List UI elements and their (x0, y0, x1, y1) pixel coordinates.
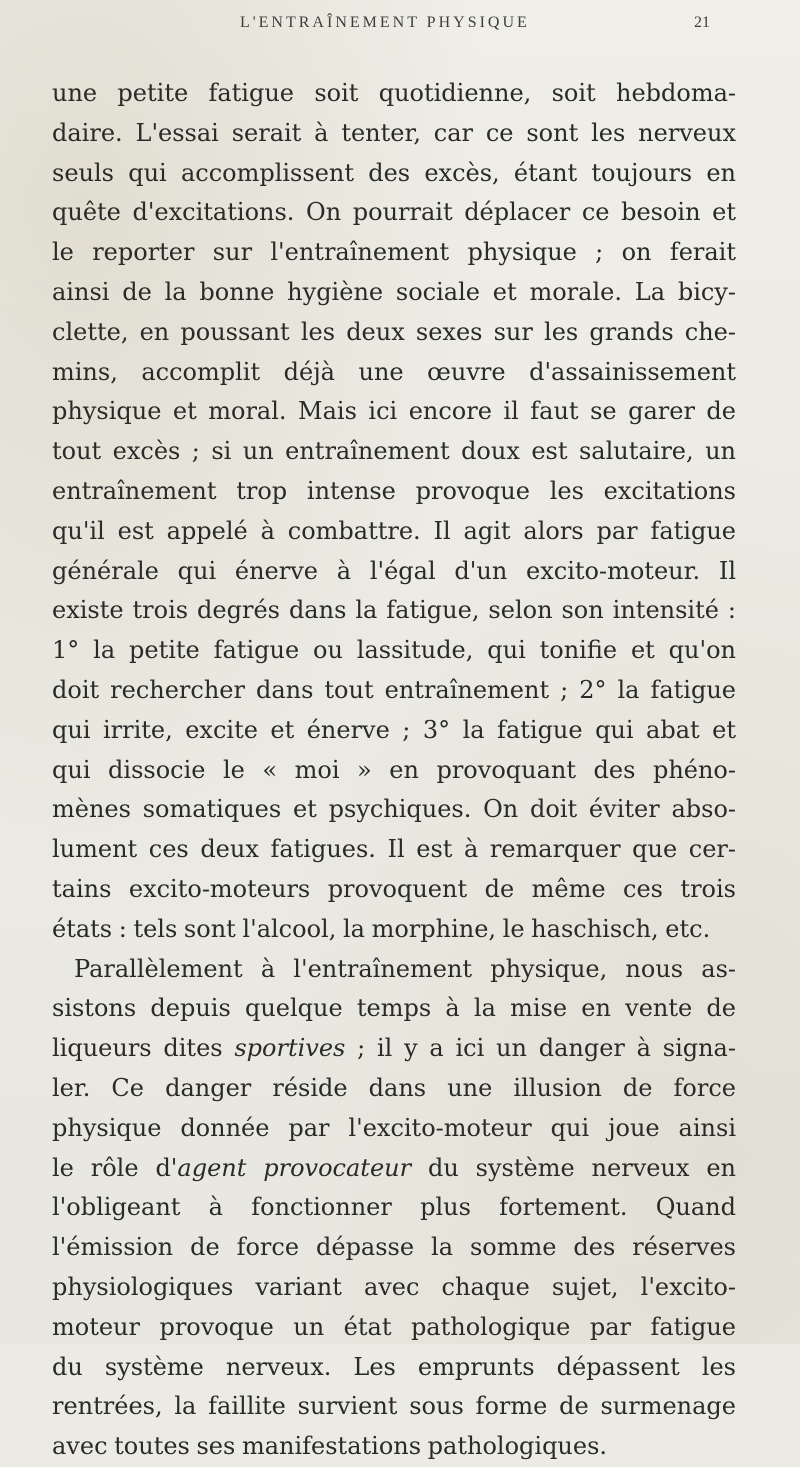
text-segment: qui irrite, excite et énerve ; 3° la fatigue qui abat et (52, 715, 736, 744)
text-segment: sistons depuis quelque temps à la mise en vente de (52, 994, 736, 1023)
text-line (52, 591, 736, 631)
text-segment: du système nerveux. Les emprunts dépassent les (52, 1352, 736, 1381)
running-head-title: L'ENTRAÎNEMENT PHYSIQUE (240, 14, 530, 31)
text-line (52, 1308, 736, 1348)
text-line (52, 790, 736, 830)
text-segment: qu'il est appelé à combattre. Il agit alors par fatigue (52, 516, 736, 545)
text-line (52, 392, 736, 432)
text-segment: une petite fatigue soit quotidienne, soit hebdoma- (52, 79, 736, 107)
text-segment: rentrées, la faillite survient sous forme de surmenage (52, 1392, 736, 1421)
text-segment: ler. Ce danger réside dans une illusion de force (52, 1073, 736, 1102)
text-segment: ainsi de la bonne hygiène sociale et morale. La bicy- (52, 277, 736, 306)
text-segment: quête d'excitations. On pourrait déplacer ce besoin et (52, 198, 736, 227)
text-segment: seuls qui accomplissent des excès, étant toujours en (52, 158, 736, 187)
text-line (52, 1228, 736, 1268)
text-segment: tout excès ; si un entraînement doux est salutaire, un (52, 437, 736, 466)
text-segment: existe trois degrés dans la fatigue, selon son intensité : (52, 596, 736, 625)
text-segment: lument ces deux fatigues. Il est à remarquer que cer- (52, 835, 736, 864)
text-line (52, 1149, 736, 1189)
text-line (52, 1029, 736, 1069)
text-segment: l'obligeant à fonctionner plus fortement. Quand (52, 1193, 736, 1222)
text-segment: le rôle d' (52, 1153, 178, 1182)
page-number: 21 (694, 14, 710, 31)
text-segment: physique donnée par l'excito-moteur qui joue ainsi (52, 1113, 736, 1142)
italic-text: agent provocateur (177, 1153, 412, 1182)
text-segment: mènes somatiques et psychiques. On doit éviter abso- (52, 795, 736, 824)
text-line (52, 1427, 736, 1467)
text-segment: qui dissocie le « moi » en provoquant des phéno- (52, 755, 736, 784)
text-line (52, 711, 736, 751)
text-line (52, 512, 736, 552)
text-line (52, 353, 736, 393)
text-segment: daire. L'essai serait à tenter, car ce sont les nerveux (52, 118, 736, 147)
text-line (52, 552, 736, 592)
text-line (52, 950, 736, 990)
text-segment: liqueurs dites (52, 1034, 235, 1063)
text-line (52, 114, 736, 154)
text-line (52, 671, 736, 711)
text-segment: doit rechercher dans tout entraînement ; 2° la fatigue (52, 675, 736, 704)
text-segment: physiologiques variant avec chaque sujet, l'excito- (52, 1272, 736, 1301)
text-line (52, 154, 736, 194)
italic-text: sportives (234, 1034, 346, 1063)
text-segment: avec toutes ses manifestations pathologiques. (52, 1432, 608, 1461)
text-line (52, 432, 736, 472)
text-line (52, 870, 736, 910)
text-segment: mins, accomplit déjà une œuvre d'assainissement (52, 357, 736, 386)
text-segment: physique et moral. Mais ici encore il faut se garer de (52, 397, 736, 426)
text-line (52, 193, 736, 233)
text-line (52, 233, 736, 273)
text-segment: moteur provoque un état pathologique par fatigue (52, 1312, 736, 1341)
text-line (52, 472, 736, 512)
text-line (52, 313, 736, 353)
text-line (52, 989, 736, 1029)
text-segment: l'émission de force dépasse la somme des réserves (52, 1233, 736, 1262)
text-line (52, 273, 736, 313)
text-line (52, 631, 736, 671)
text-line (52, 1069, 736, 1109)
text-segment: du système nerveux en (411, 1153, 736, 1182)
text-segment: clette, en poussant les deux sexes sur les grands che- (52, 317, 736, 346)
text-segment: générale qui énerve à l'égal d'un excito-moteur. Il (52, 556, 736, 585)
text-segment: 1° la petite fatigue ou lassitude, qui tonifie et qu'on (52, 636, 736, 665)
text-segment: entraînement trop intense provoque les excitations (52, 476, 736, 505)
text-line (52, 74, 736, 114)
text-segment: états : tels sont l'alcool, la morphine, le haschisch, etc. (52, 914, 711, 943)
text-segment: tains excito-moteurs provoquent de même ces trois (52, 874, 736, 903)
text-line (52, 1348, 736, 1388)
text-segment: Parallèlement à l'entraînement physique, nous as- (74, 954, 736, 983)
text-line (52, 1109, 736, 1149)
text-segment: le reporter sur l'entraînement physique ; on ferait (52, 238, 736, 267)
text-line (52, 1387, 736, 1427)
text-line (52, 830, 736, 870)
text-segment: ; il y a ici un danger à signa- (345, 1034, 736, 1063)
text-line (52, 751, 736, 791)
text-line (52, 1188, 736, 1228)
body-text (52, 74, 736, 1467)
text-line (52, 910, 736, 950)
text-line (52, 1268, 736, 1308)
